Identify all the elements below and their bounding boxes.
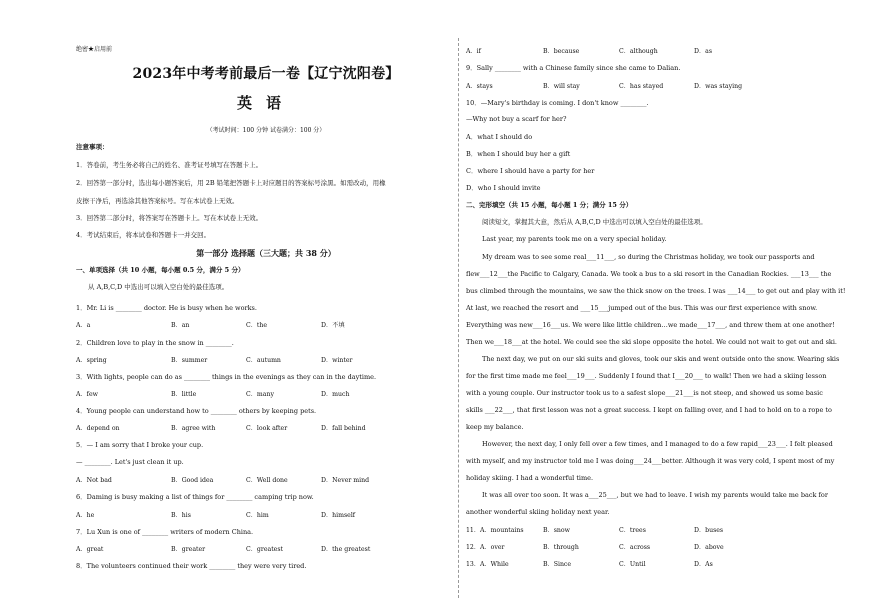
notes-heading: 注意事项： [76,143,109,151]
option[interactable]: C．him [246,512,269,519]
question-text: 2．Children love to play in the snow in ________. [76,339,234,347]
option[interactable]: C．look after [246,425,288,432]
passage-line: with a young couple. Our instructor took us to a safest slope___21___is not steep, and showed us some basic [466,389,823,397]
subject-heading: 英语 [236,94,295,112]
option[interactable]: A．over [480,544,505,551]
question-text: 9．Sally ________ with a Chinese family since she came to Dalian. [466,64,681,72]
passage-line: holiday skiing. I had a wonderful time. [466,474,594,482]
option[interactable]: C．autumn [246,357,281,364]
question-number: 13． [466,561,481,568]
note-item: 4．考试结束后，将本试卷和答题卡一并交回。 [76,231,211,239]
part1-heading: 第一部分 选择题（三大题；共 38 分） [196,248,336,258]
confidential-label: 绝密★启用前 [76,46,113,53]
option[interactable]: D．as [694,48,713,55]
passage-line: Last year, my parents took me on a very special holiday. [482,235,667,243]
exam-title: 2023年中考考前最后一卷【辽宁沈阳卷】 [132,66,400,82]
passage-line: However, the next day, I only fell over a few times, and I managed to do a few rapid___23___. I felt pleased [482,440,833,448]
option[interactable]: A．what I should do [466,133,533,141]
option[interactable]: D．fall behind [321,425,366,432]
section2-heading: 二、完形填空（共 15 小题，每小题 1 分；满分 15 分） [466,201,633,209]
passage-line: with myself, and my instructor told me I was doing___24___better. Although it was very cold, I spent most of my [466,457,835,465]
option[interactable]: C．trees [619,527,646,534]
passage-line: Everything was new___16___us. We were like little children…we made___17___, and threw them at one another! [466,321,835,329]
option[interactable]: D．much [321,391,350,398]
note-item: 1．答卷前，考生务必将自己的姓名、准考证号填写在答题卡上。 [76,161,263,169]
option[interactable]: C．across [619,544,651,551]
question-text: 3．With lights, people can do as ________ things in the evenings as they can in the daytime. [76,373,377,381]
option[interactable]: B．when I should buy her a gift [466,150,571,158]
question-text: 5．— I am sorry that I broke your cup. [76,441,204,449]
option[interactable]: D．buses [694,527,724,534]
option[interactable]: D．As [694,561,713,568]
option[interactable]: C．where I should have a party for her [466,167,595,175]
option[interactable]: C．although [619,48,658,55]
option[interactable]: A．While [480,561,509,568]
question-number: 11． [466,527,481,534]
passage-line: keep my balance. [466,423,524,431]
exam-meta: （考试时间：100 分钟 试卷满分：100 分） [206,127,326,134]
question-text: —Why not buy a scarf for her? [466,115,567,123]
passage-line: flew___12___the Pacific to Calgary, Canada. We took a bus to a ski resort in the Canadian Rockies. ___13___ the [466,270,832,278]
option[interactable]: A．few [76,391,98,398]
section2-instruction: 阅读短文，掌握其大意，然后从 A,B,C,D 中选出可以填入空白处的最佳选项。 [482,218,707,226]
passage-line: Then we___18___at the hotel. We could see the ski slope opposite the hotel. We could not wait to get out and ski. [466,338,837,346]
option[interactable]: D．不填 [321,322,345,329]
passage-line: bus climbed through the mountains, we saw the thick snow on the trees. I was ___14___ to get out and play with it! [466,287,846,295]
option[interactable]: B．through [543,544,579,551]
passage-line: for the first time made me feel___19___. Suddenly I found that I___20___ to walk! Then we had a skiing lesson [466,372,827,380]
section1-heading: 一、单项选择（共 10 小题，每小题 0.5 分，满分 5 分） [76,266,245,274]
question-text: 10．—Mary's birthday is coming. I don't know ________. [466,99,649,107]
option[interactable]: D．himself [321,512,356,519]
question-text: 1．Mr. Li is ________ doctor. He is busy when he works. [76,304,257,312]
option[interactable]: C．greatest [246,546,284,553]
option[interactable]: B．Good idea [171,477,214,484]
option[interactable]: D．above [694,544,724,551]
passage-line: skills ___22___, that first lesson was not a great success. I kept on falling over, and I had to hold on to a rope to [466,406,832,414]
question-text: 7．Lu Xun is one of ________ writers of modern China. [76,528,254,536]
option[interactable]: A．stays [466,83,493,90]
option[interactable]: B．little [171,391,197,398]
option[interactable]: C．Well done [246,477,288,484]
option[interactable]: A．Not bad [76,477,112,484]
passage-line: The next day, we put on our ski suits and gloves, took our skis and went outside onto the snow. Wearing skis [482,355,840,363]
option[interactable]: C．has stayed [619,83,664,90]
passage-line: At last, we reached the resort and ___15___jumped out of the bus. This was our first experience with snow. [466,304,818,312]
option[interactable]: A．depend on [76,425,120,432]
question-text: — ________. Let's just clean it up. [76,458,184,466]
option[interactable]: B．will stay [543,83,580,90]
option[interactable]: A．he [76,512,95,519]
option[interactable]: B．an [171,322,190,329]
passage-line: It was all over too soon. It was a___25___, but we had to leave. I wish my parents would take me back for [482,491,828,499]
question-text: 6．Daming is busy making a list of things for ________ camping trip now. [76,493,314,501]
passage-line: My dream was to see some real___11___, so during the Christmas holiday, we took our passports and [482,253,815,261]
question-number: 12． [466,544,481,551]
option[interactable]: D．the greatest [321,546,371,553]
question-text: 4．Young people can understand how to ________ others by keeping pets. [76,407,317,415]
option[interactable]: A．great [76,546,104,553]
note-item: 3．回答第二部分时，将答案写在答题卡上。写在本试卷上无效。 [76,214,263,222]
option[interactable]: B．because [543,48,580,55]
column-divider [458,38,459,598]
passage-line: another wonderful skiing holiday next year. [466,508,610,516]
question-text: 8．The volunteers continued their work ________ they were very tired. [76,562,307,570]
note-item: 2．回答第一部分时，选出每小题答案后，用 2B 铅笔把答题卡上对应题目的答案标号涂黑。如需改动，用橡 [76,179,386,187]
option[interactable]: A．spring [76,357,107,364]
option[interactable]: D．who I should invite [466,184,541,192]
option[interactable]: A．a [76,322,91,329]
option[interactable]: B．snow [543,527,570,534]
option[interactable]: D．was staying [694,83,743,90]
option[interactable]: C．Until [619,561,646,568]
option[interactable]: C．many [246,391,274,398]
option[interactable]: D．Never mind [321,477,370,484]
option[interactable]: A．if [466,48,481,55]
option[interactable]: B．his [171,512,191,519]
note-item: 皮擦干净后，再选涂其他答案标号。写在本试卷上无效。 [76,197,239,205]
option[interactable]: B．Since [543,561,572,568]
option[interactable]: B．agree with [171,425,216,432]
section1-instruction: 从 A,B,C,D 中选出可以填入空白处的最佳选项。 [88,283,229,291]
option[interactable]: B．greater [171,546,206,553]
option[interactable]: C．the [246,322,268,329]
option[interactable]: B．summer [171,357,208,364]
option[interactable]: D．winter [321,357,353,364]
option[interactable]: A．mountains [480,527,524,534]
